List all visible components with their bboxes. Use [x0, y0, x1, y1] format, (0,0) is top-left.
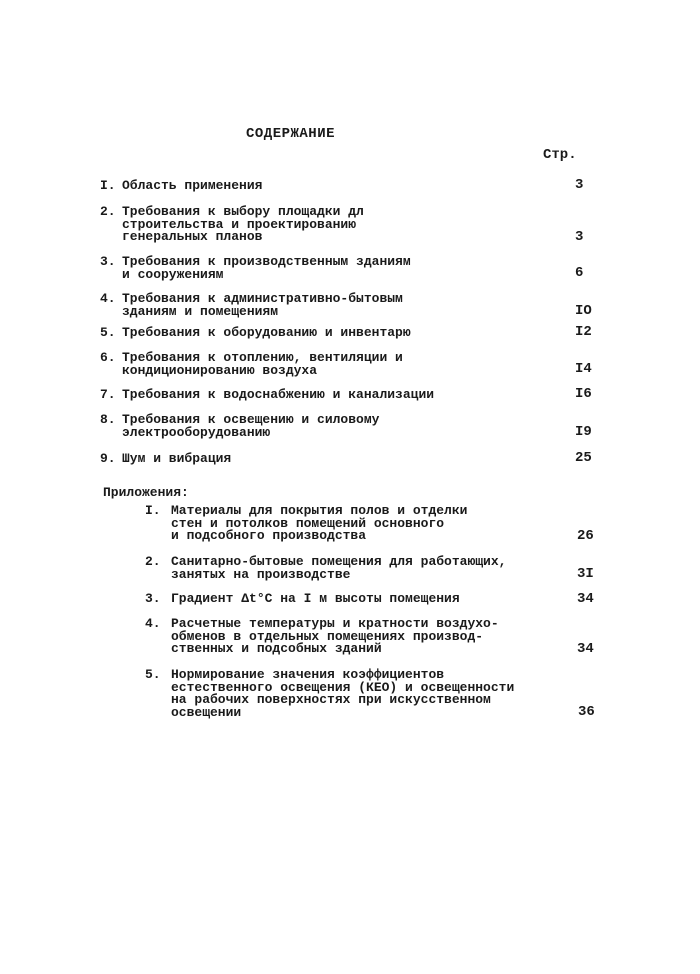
appendix-page: 3I [577, 566, 594, 582]
appendix-number: 3. [145, 591, 161, 606]
entry-page: I9 [575, 424, 592, 440]
entry-text: Требования к оборудованию и инвентарю [122, 325, 411, 340]
entry-number: 9. [100, 451, 116, 466]
entry-number: 3. [100, 254, 116, 269]
entry-number: 5. [100, 325, 116, 340]
entry-number: 8. [100, 412, 116, 427]
entry-text: Требования к выбору площадки дл строительства и проектированию генеральных планов [122, 204, 364, 244]
appendix-number: 4. [145, 616, 161, 631]
entry-page: I6 [575, 386, 592, 402]
entry-number: I. [100, 178, 116, 193]
entry-text: Область применения [122, 178, 263, 193]
entry-page: I4 [575, 361, 592, 377]
entry-number: 2. [100, 204, 116, 219]
page-title: СОДЕРЖАНИЕ [246, 126, 336, 142]
entry-page: 3 [575, 229, 584, 245]
appendix-page: 36 [578, 704, 595, 720]
entry-text: Требования к отоплению, вентиляции и кондиционированию воздуха [122, 350, 403, 378]
entry-number: 7. [100, 387, 116, 402]
entry-number: 4. [100, 291, 116, 306]
entry-text: Требования к освещению и силовому электрооборудованию [122, 412, 380, 440]
entry-page: I2 [575, 324, 592, 340]
appendix-text: Нормирование значения коэффициентов естественного освещения (КЕО) и освещенности на рабочих поверхностях при искусственном освещении [171, 667, 515, 720]
entry-text: Требования к производственным зданиям и сооружениям [122, 254, 411, 282]
page-column-label: Стр. [543, 147, 577, 163]
appendix-text: Расчетные температуры и кратности воздухо- обменов в отдельных помещениях производ- ственных и подсобных зданий [171, 616, 499, 656]
appendix-number: 5. [145, 667, 161, 682]
appendix-page: 34 [577, 641, 594, 657]
entry-page: 25 [575, 450, 592, 466]
entry-text: Требования к водоснабжению и канализации [122, 387, 435, 402]
appendix-number: 2. [145, 554, 161, 569]
appendix-heading: Приложения: [103, 485, 189, 500]
appendix-page: 26 [577, 528, 594, 544]
appendix-text: Материалы для покрытия полов и отделки стен и потолков помещений основного и подсобного производства [171, 503, 468, 543]
entry-text: Шум и вибрация [122, 451, 232, 466]
appendix-text: Санитарно-бытовые помещения для работающих, занятых на производстве [171, 554, 507, 582]
entry-page: IO [575, 303, 592, 319]
appendix-page: 34 [577, 591, 594, 607]
appendix-text: Градиент Δt°C на I м высоты помещения [171, 591, 460, 606]
entry-number: 6. [100, 350, 116, 365]
entry-page: 3 [575, 177, 584, 193]
entry-page: 6 [575, 265, 584, 281]
appendix-number: I. [145, 503, 161, 518]
entry-text: Требования к административно-бытовым зданиям и помещениям [122, 291, 403, 319]
